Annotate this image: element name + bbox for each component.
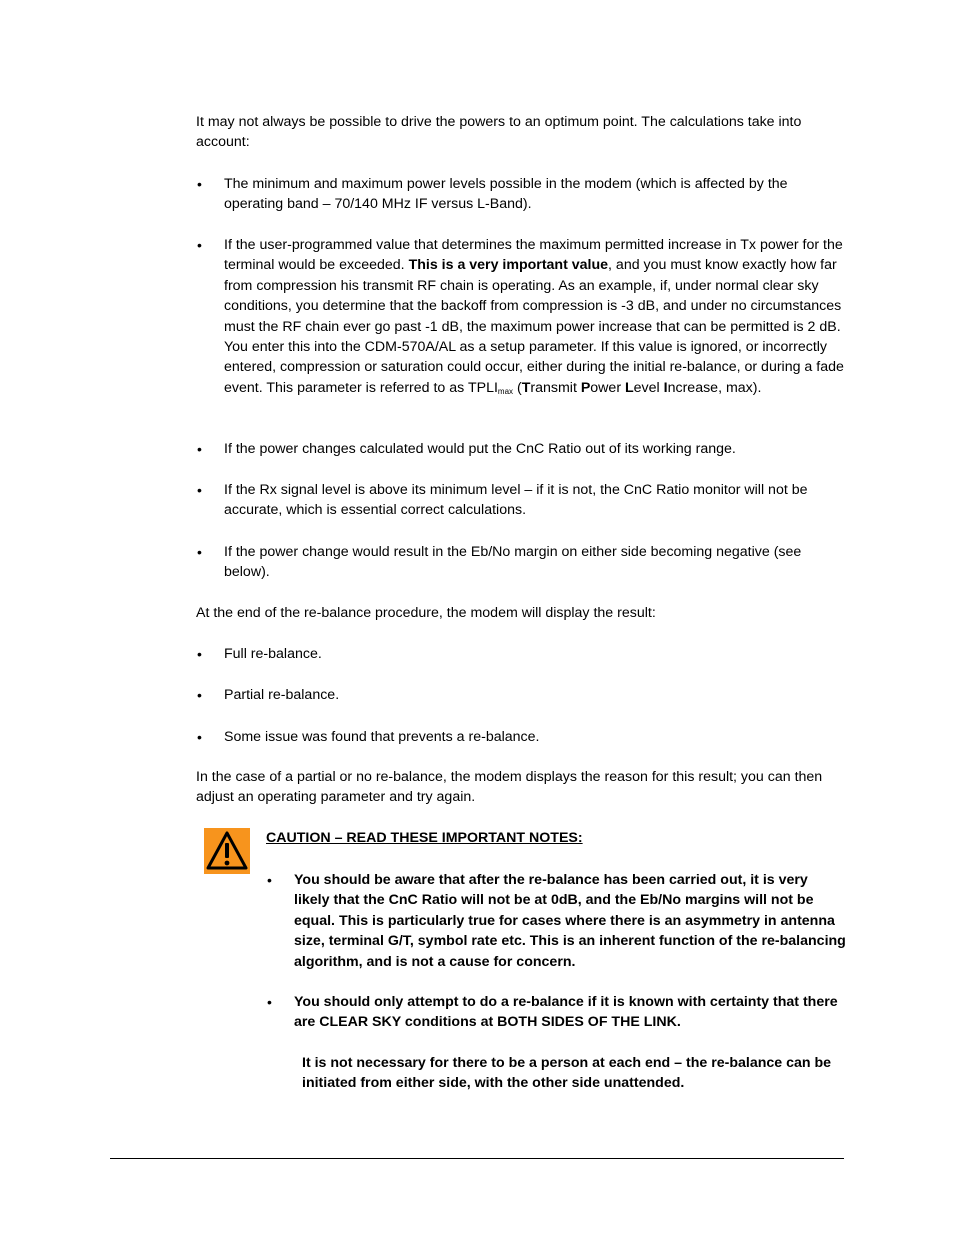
bullet-glyph: • xyxy=(267,994,272,1010)
bullet-glyph: • xyxy=(197,176,202,192)
bullet-glyph: • xyxy=(197,544,202,560)
bullet-glyph: • xyxy=(197,237,202,253)
caution-heading: CAUTION – READ THESE IMPORTANT NOTES: xyxy=(266,830,583,846)
tpli-subscript: max xyxy=(497,386,514,396)
bullet-glyph: • xyxy=(267,872,272,888)
important-value-emphasis: This is a very important value xyxy=(408,257,609,274)
intro-paragraph: It may not always be possible to drive the powers to an optimum point. The calculations take into account: xyxy=(196,114,802,151)
list-item: If the Rx signal level is above its minimum level – if it is not, the CnC Ratio monitor will not be accurate, which is essential correct calculations. xyxy=(224,482,808,519)
result-intro-paragraph: At the end of the re-balance procedure, the modem will display the result: xyxy=(196,605,656,621)
result-item: Some issue was found that prevents a re-balance. xyxy=(224,729,540,745)
bullet-glyph: • xyxy=(197,482,202,498)
list-item: If the power changes calculated would put the CnC Ratio out of its working range. xyxy=(224,441,736,457)
caution-item: You should only attempt to do a re-balance if it is known with certainty that there are CLEAR SKY conditions at BOTH SIDES OF THE LINK. xyxy=(294,994,838,1031)
caution-note: It is not necessary for there to be a person at each end – the re-balance can be initiated from either side, with the other side unattended. xyxy=(302,1055,832,1092)
list-item: The minimum and maximum power levels possible in the modem (which is affected by the operating band – 70/140 MHz IF versus L-Band). xyxy=(224,176,788,213)
footer-rule xyxy=(110,1158,844,1159)
tpli-term: TPLI xyxy=(467,379,498,396)
result-item: Partial re-balance. xyxy=(224,687,340,703)
list-item: If the power change would result in the Eb/No margin on either side becoming negative (see below). xyxy=(224,544,802,581)
caution-item: You should be aware that after the re-balance has been carried out, it is very likely that the CnC Ratio will not be at 0dB, and the Eb/No margins will not be equal. This is particularly true for cases where there is an asymmetry in antenna size, terminal G/T, symbol rate etc. This is an inherent function of the re-balancing algorithm, and is not a cause for concern. xyxy=(294,872,846,970)
list-item-tpli: If the user-programmed value that determines the maximum permitted increase in Tx power for the terminal would be exceeded. This is a very important value, and you must know exactly how far from compression his transmit RF chain is operating. As an example, if, under normal clear sky conditions, you determine that the backoff from compression is -3 dB, and under no circumstances must the RF chain ever go past -1 dB, the maximum power increase that can be permitted is 2 dB. You enter this into the CDM-570A/AL as a setup parameter. If this value is ignored, or incorrectly entered, compression or saturation could occur, either during the initial re-balance, or during a fade event. This parameter is referred to as $TPLI_{max}$ (Transmit Power Level Increase, max). xyxy=(224,237,844,396)
partial-note-paragraph: In the case of a partial or no re-balance, the modem displays the reason for this result; you can then adjust an operating parameter and try again. xyxy=(196,769,823,806)
result-item: Full re-balance. xyxy=(224,646,322,662)
bullet-glyph: • xyxy=(197,441,202,457)
warning-triangle-icon xyxy=(204,828,250,874)
bullet-glyph: • xyxy=(197,729,202,745)
bullet-glyph: • xyxy=(197,646,202,662)
bullet-glyph: • xyxy=(197,687,202,703)
